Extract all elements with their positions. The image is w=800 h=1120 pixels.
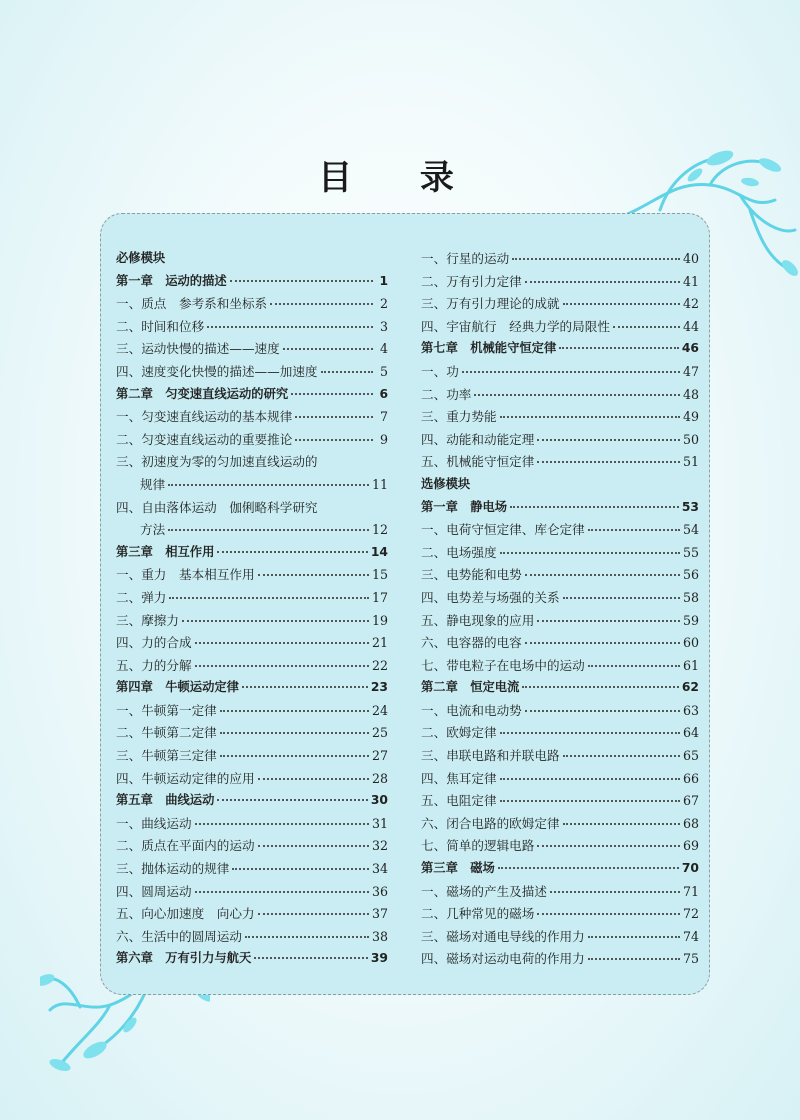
dot-leader — [220, 710, 369, 712]
dot-leader — [258, 778, 369, 780]
toc-entry-label: 一、质点 参考系和坐标系 — [116, 296, 268, 312]
toc-entry[interactable] — [421, 835, 699, 858]
toc-entry[interactable] — [421, 768, 699, 791]
toc-entry-label: 三、重力势能 — [421, 409, 497, 425]
toc-chapter-entry[interactable] — [421, 677, 699, 700]
toc-entry[interactable] — [421, 271, 699, 294]
dot-leader — [537, 620, 680, 622]
dot-leader — [207, 326, 373, 328]
toc-entry[interactable] — [421, 293, 699, 316]
toc-entry-label: 一、功 — [421, 363, 459, 379]
toc-entry-label: 二、牛顿第二定律 — [116, 725, 217, 741]
toc-page-number: 11 — [371, 476, 388, 492]
toc-entry-label: 一、电荷守恒定律、库仑定律 — [421, 522, 585, 538]
toc-entry[interactable] — [421, 632, 699, 655]
toc-chapter-entry[interactable] — [116, 384, 388, 407]
toc-entry-label: 五、力的分解 — [116, 657, 192, 673]
dot-leader — [500, 778, 680, 780]
toc-entry[interactable] — [116, 497, 388, 520]
dot-leader — [525, 574, 680, 576]
toc-entry-label: 三、初速度为零的匀加速直线运动的 — [116, 454, 318, 470]
toc-entry-label: 四、焦耳定律 — [421, 770, 497, 786]
dot-leader — [537, 461, 680, 463]
toc-entry-label: 第三章 磁场 — [421, 861, 495, 876]
toc-page-number: 40 — [682, 251, 699, 266]
toc-page-number: 41 — [682, 273, 699, 289]
toc-entry-label: 七、带电粒子在电场中的运动 — [421, 657, 585, 673]
toc-entry[interactable] — [116, 587, 388, 610]
toc-entry[interactable] — [421, 451, 699, 474]
toc-entry-label: 方法 — [140, 522, 166, 538]
toc-page-number: 44 — [682, 318, 699, 334]
toc-entry[interactable] — [116, 338, 388, 361]
dot-leader — [537, 913, 680, 915]
toc-page-number: 36 — [371, 883, 388, 899]
dot-leader — [230, 280, 373, 282]
toc-page-number: 31 — [371, 815, 388, 831]
toc-page-number: 63 — [682, 702, 699, 718]
toc-entry-label: 二、时间和位移 — [116, 318, 205, 334]
toc-page-number: 69 — [682, 838, 699, 854]
dot-leader — [195, 642, 369, 644]
toc-page-number: 28 — [371, 770, 388, 786]
toc-page-number: 21 — [371, 635, 388, 651]
toc-page-number: 42 — [682, 296, 699, 312]
toc-entry-label: 一、行星的运动 — [421, 251, 510, 266]
toc-chapter-entry[interactable] — [116, 271, 388, 294]
toc-entry[interactable] — [116, 655, 388, 678]
toc-page-number: 61 — [682, 657, 699, 673]
dot-leader — [563, 755, 680, 757]
dot-leader — [195, 891, 369, 893]
toc-entry-label: 三、牛顿第三定律 — [116, 748, 217, 764]
dot-leader — [550, 891, 680, 893]
toc-page-number: 66 — [682, 770, 699, 786]
toc-page-number: 59 — [682, 612, 699, 628]
dot-leader — [217, 551, 367, 553]
dot-leader — [232, 868, 369, 870]
toc-entry[interactable] — [116, 700, 388, 723]
toc-entry-label: 一、磁场的产生及描述 — [421, 883, 547, 899]
toc-page-number: 25 — [371, 725, 388, 741]
toc-page-number: 67 — [682, 793, 699, 809]
dot-leader — [283, 348, 373, 350]
toc-chapter-entry[interactable] — [116, 948, 388, 971]
toc-entry-label: 三、摩擦力 — [116, 612, 179, 628]
toc-entry[interactable] — [421, 903, 699, 926]
toc-entry-label: 第一章 运动的描述 — [116, 273, 227, 288]
toc-page-number: 55 — [682, 544, 699, 560]
toc-entry-label: 四、宇宙航行 经典力学的局限性 — [421, 318, 610, 334]
dot-leader — [525, 642, 680, 644]
dot-leader — [245, 936, 369, 938]
dot-leader — [512, 258, 680, 260]
toc-entry-label: 第七章 机械能守恒定律 — [421, 341, 557, 356]
dot-leader — [195, 665, 369, 667]
toc-page-number: 71 — [682, 883, 699, 899]
toc-page-number: 2 — [379, 296, 388, 312]
toc-entry-label: 三、串联电路和并联电路 — [421, 748, 560, 764]
toc-entry[interactable] — [421, 722, 699, 745]
toc-entry[interactable] — [116, 926, 388, 949]
dot-leader — [537, 845, 680, 847]
dot-leader — [220, 732, 369, 734]
dot-leader — [525, 710, 680, 712]
toc-page-number: 39 — [370, 951, 388, 966]
dot-leader — [588, 665, 680, 667]
dot-leader — [258, 845, 369, 847]
toc-entry[interactable] — [421, 610, 699, 633]
toc-entry[interactable] — [116, 903, 388, 926]
toc-page-number: 65 — [682, 748, 699, 764]
toc-entry-label: 一、重力 基本相互作用 — [116, 567, 255, 583]
toc-entry[interactable] — [421, 429, 699, 452]
dot-leader — [270, 303, 373, 305]
toc-chapter-entry[interactable] — [421, 858, 699, 881]
toc-page-number: 12 — [371, 522, 388, 538]
toc-page-number: 62 — [681, 680, 699, 695]
toc-page-number: 7 — [379, 409, 388, 425]
toc-entry[interactable] — [116, 293, 388, 316]
toc-entry-label: 一、电流和电动势 — [421, 702, 522, 718]
toc-entry-label: 第二章 恒定电流 — [421, 680, 520, 695]
toc-page-number: 68 — [682, 815, 699, 831]
dot-leader — [168, 484, 369, 486]
toc-page-number: 22 — [371, 657, 388, 673]
toc-entry-label: 四、动能和动能定理 — [421, 431, 535, 447]
dot-leader — [500, 800, 680, 802]
toc-entry[interactable] — [421, 745, 699, 768]
toc-entry-label: 二、匀变速直线运动的重要推论 — [116, 431, 293, 447]
toc-entry-label: 规律 — [140, 476, 166, 492]
dot-leader — [321, 371, 374, 373]
toc-entry[interactable] — [116, 406, 388, 429]
dot-leader — [525, 281, 680, 283]
toc-page-number: 24 — [371, 702, 388, 718]
toc-entry-label: 三、运动快慢的描述——速度 — [116, 341, 280, 357]
dot-leader — [510, 506, 679, 508]
toc-entry-label: 六、电容器的电容 — [421, 635, 522, 651]
toc-page-number: 19 — [371, 612, 388, 628]
toc-entry[interactable] — [421, 361, 699, 384]
toc-entry-label: 第二章 匀变速直线运动的研究 — [116, 386, 289, 401]
toc-entry-label: 第三章 相互作用 — [116, 544, 215, 559]
toc-entry[interactable] — [421, 519, 699, 542]
toc-page-number: 17 — [371, 589, 388, 605]
toc-entry-label: 第五章 曲线运动 — [116, 793, 215, 808]
toc-page-number: 53 — [681, 499, 699, 514]
toc-page-number: 30 — [370, 793, 388, 808]
toc-page-number: 34 — [371, 861, 388, 877]
toc-section-heading[interactable] — [421, 474, 699, 497]
toc-left-column — [116, 248, 388, 971]
toc-entry-label: 五、机械能守恒定律 — [421, 454, 535, 470]
toc-page-number: 47 — [682, 363, 699, 379]
toc-entry-label: 一、匀变速直线运动的基本规律 — [116, 409, 293, 425]
dot-leader — [195, 823, 369, 825]
dot-leader — [295, 439, 373, 441]
toc-page-number: 58 — [682, 589, 699, 605]
toc-page-number: 75 — [682, 951, 699, 967]
toc-entry[interactable] — [421, 542, 699, 565]
dot-leader — [537, 439, 680, 441]
toc-page-number: 46 — [681, 341, 699, 356]
toc-entry[interactable] — [116, 835, 388, 858]
toc-entry[interactable] — [421, 587, 699, 610]
dot-leader — [258, 574, 369, 576]
toc-page-number: 64 — [682, 725, 699, 741]
toc-page-number: 54 — [682, 522, 699, 538]
toc-entry-label: 三、磁场对通电导线的作用力 — [421, 928, 585, 944]
dot-leader — [563, 597, 680, 599]
toc-page-number: 3 — [379, 318, 388, 334]
toc-entry[interactable] — [421, 384, 699, 407]
toc-entry[interactable] — [421, 881, 699, 904]
toc-page-number: 49 — [682, 409, 699, 425]
toc-page-number: 32 — [371, 838, 388, 854]
toc-entry[interactable] — [116, 429, 388, 452]
toc-page-number: 23 — [370, 680, 388, 695]
toc-chapter-entry[interactable] — [116, 542, 388, 565]
toc-page-number: 60 — [682, 635, 699, 651]
toc-entry-label: 五、静电现象的应用 — [421, 612, 535, 628]
dot-leader — [559, 347, 679, 349]
dot-leader — [588, 936, 680, 938]
toc-entry[interactable] — [116, 858, 388, 881]
toc-entry[interactable] — [116, 519, 388, 542]
toc-page-number: 51 — [682, 454, 699, 470]
toc-entry[interactable] — [421, 790, 699, 813]
toc-entry-label: 选修模块 — [421, 476, 471, 491]
toc-page-number: 56 — [682, 567, 699, 583]
toc-entry[interactable] — [116, 745, 388, 768]
toc-entry[interactable] — [116, 722, 388, 745]
toc-chapter-entry[interactable] — [116, 677, 388, 700]
toc-entry-label: 二、欧姆定律 — [421, 725, 497, 741]
toc-entry[interactable] — [421, 926, 699, 949]
toc-entry-label: 三、电势能和电势 — [421, 567, 522, 583]
toc-page-number: 9 — [379, 431, 388, 447]
toc-page-number: 4 — [379, 341, 388, 357]
dot-leader — [168, 529, 369, 531]
dot-leader — [474, 394, 680, 396]
toc-right-column — [421, 248, 699, 971]
toc-entry-label: 四、速度变化快慢的描述——加速度 — [116, 363, 318, 379]
dot-leader — [258, 913, 369, 915]
toc-chapter-entry[interactable] — [421, 497, 699, 520]
toc-entry[interactable] — [116, 881, 388, 904]
toc-entry-label: 四、力的合成 — [116, 635, 192, 651]
toc-entry[interactable] — [116, 632, 388, 655]
dot-leader — [291, 393, 373, 395]
dot-leader — [500, 552, 680, 554]
page-title: 目 录 — [318, 158, 482, 198]
toc-entry-label: 四、自由落体运动 伽俐略科学研究 — [116, 499, 318, 515]
toc-page-number: 14 — [370, 544, 388, 559]
toc-entry-label: 五、电阻定律 — [421, 793, 497, 809]
toc-page-number: 38 — [371, 928, 388, 944]
toc-entry-label: 二、万有引力定律 — [421, 273, 522, 289]
toc-entry-label: 第六章 万有引力与航天 — [116, 951, 252, 966]
dot-leader — [588, 529, 680, 531]
toc-entry[interactable] — [421, 813, 699, 836]
toc-page-number: 48 — [682, 386, 699, 402]
toc-page-number: 72 — [682, 906, 699, 922]
toc-entry[interactable] — [421, 655, 699, 678]
dot-leader — [498, 867, 679, 869]
toc-entry-label: 四、牛顿运动定律的应用 — [116, 770, 255, 786]
toc-entry-label: 四、电势差与场强的关系 — [421, 589, 560, 605]
dot-leader — [169, 597, 369, 599]
toc-section-heading[interactable] — [116, 248, 388, 271]
toc-entry-label: 二、电场强度 — [421, 544, 497, 560]
toc-page-number: 27 — [371, 748, 388, 764]
toc-entry-label: 六、闭合电路的欧姆定律 — [421, 815, 560, 831]
toc-entry-label: 二、几种常见的磁场 — [421, 906, 535, 922]
toc-page-number: 5 — [379, 363, 388, 379]
toc-entry-label: 四、圆周运动 — [116, 883, 192, 899]
dot-leader — [500, 416, 680, 418]
toc-page-number: 50 — [682, 431, 699, 447]
toc-chapter-entry[interactable] — [421, 338, 699, 361]
toc-entry[interactable] — [421, 406, 699, 429]
toc-entry[interactable] — [116, 564, 388, 587]
toc-entry[interactable] — [116, 451, 388, 474]
toc-entry[interactable] — [421, 316, 699, 339]
toc-page-number: 70 — [681, 861, 699, 876]
toc-entry-label: 二、弹力 — [116, 589, 167, 605]
toc-entry-label: 三、抛体运动的规律 — [116, 861, 230, 877]
dot-leader — [182, 620, 369, 622]
toc-entry[interactable] — [116, 361, 388, 384]
toc-page-number: 6 — [379, 386, 388, 401]
toc-entry[interactable] — [116, 813, 388, 836]
toc-entry[interactable] — [421, 700, 699, 723]
toc-entry-label: 一、曲线运动 — [116, 815, 192, 831]
toc-entry-label: 第四章 牛顿运动定律 — [116, 680, 239, 695]
dot-leader — [217, 799, 367, 801]
toc-entry[interactable] — [116, 610, 388, 633]
dot-leader — [588, 958, 680, 960]
dot-leader — [220, 755, 369, 757]
toc-entry-label: 六、生活中的圆周运动 — [116, 928, 242, 944]
toc-chapter-entry[interactable] — [116, 790, 388, 813]
toc-entry[interactable] — [421, 248, 699, 271]
toc-entry-label: 二、质点在平面内的运动 — [116, 838, 255, 854]
toc-entry[interactable] — [116, 474, 388, 497]
toc-entry-label: 必修模块 — [116, 251, 166, 265]
toc-page-number: 37 — [371, 906, 388, 922]
dot-leader — [242, 686, 368, 688]
toc-entry[interactable] — [421, 564, 699, 587]
dot-leader — [563, 823, 680, 825]
toc-entry-label: 五、向心加速度 向心力 — [116, 906, 255, 922]
dot-leader — [295, 416, 373, 418]
toc-entry-label: 二、功率 — [421, 386, 472, 402]
dot-leader — [563, 303, 680, 305]
toc-entry-label: 第一章 静电场 — [421, 499, 508, 514]
toc-entry-label: 一、牛顿第一定律 — [116, 702, 217, 718]
dot-leader — [613, 326, 680, 328]
dot-leader — [254, 957, 368, 959]
toc-entry-label: 四、磁场对运动电荷的作用力 — [421, 951, 585, 967]
toc-entry[interactable] — [421, 948, 699, 971]
toc-page-number: 74 — [682, 928, 699, 944]
toc-entry-label: 七、简单的逻辑电路 — [421, 838, 535, 854]
dot-leader — [500, 732, 680, 734]
toc-entry-label: 三、万有引力理论的成就 — [421, 296, 560, 312]
toc-page-number: 1 — [379, 273, 388, 288]
dot-leader — [462, 371, 680, 373]
toc-entry[interactable] — [116, 316, 388, 339]
toc-page-number: 15 — [371, 567, 388, 583]
toc-entry[interactable] — [116, 768, 388, 791]
dot-leader — [522, 686, 678, 688]
